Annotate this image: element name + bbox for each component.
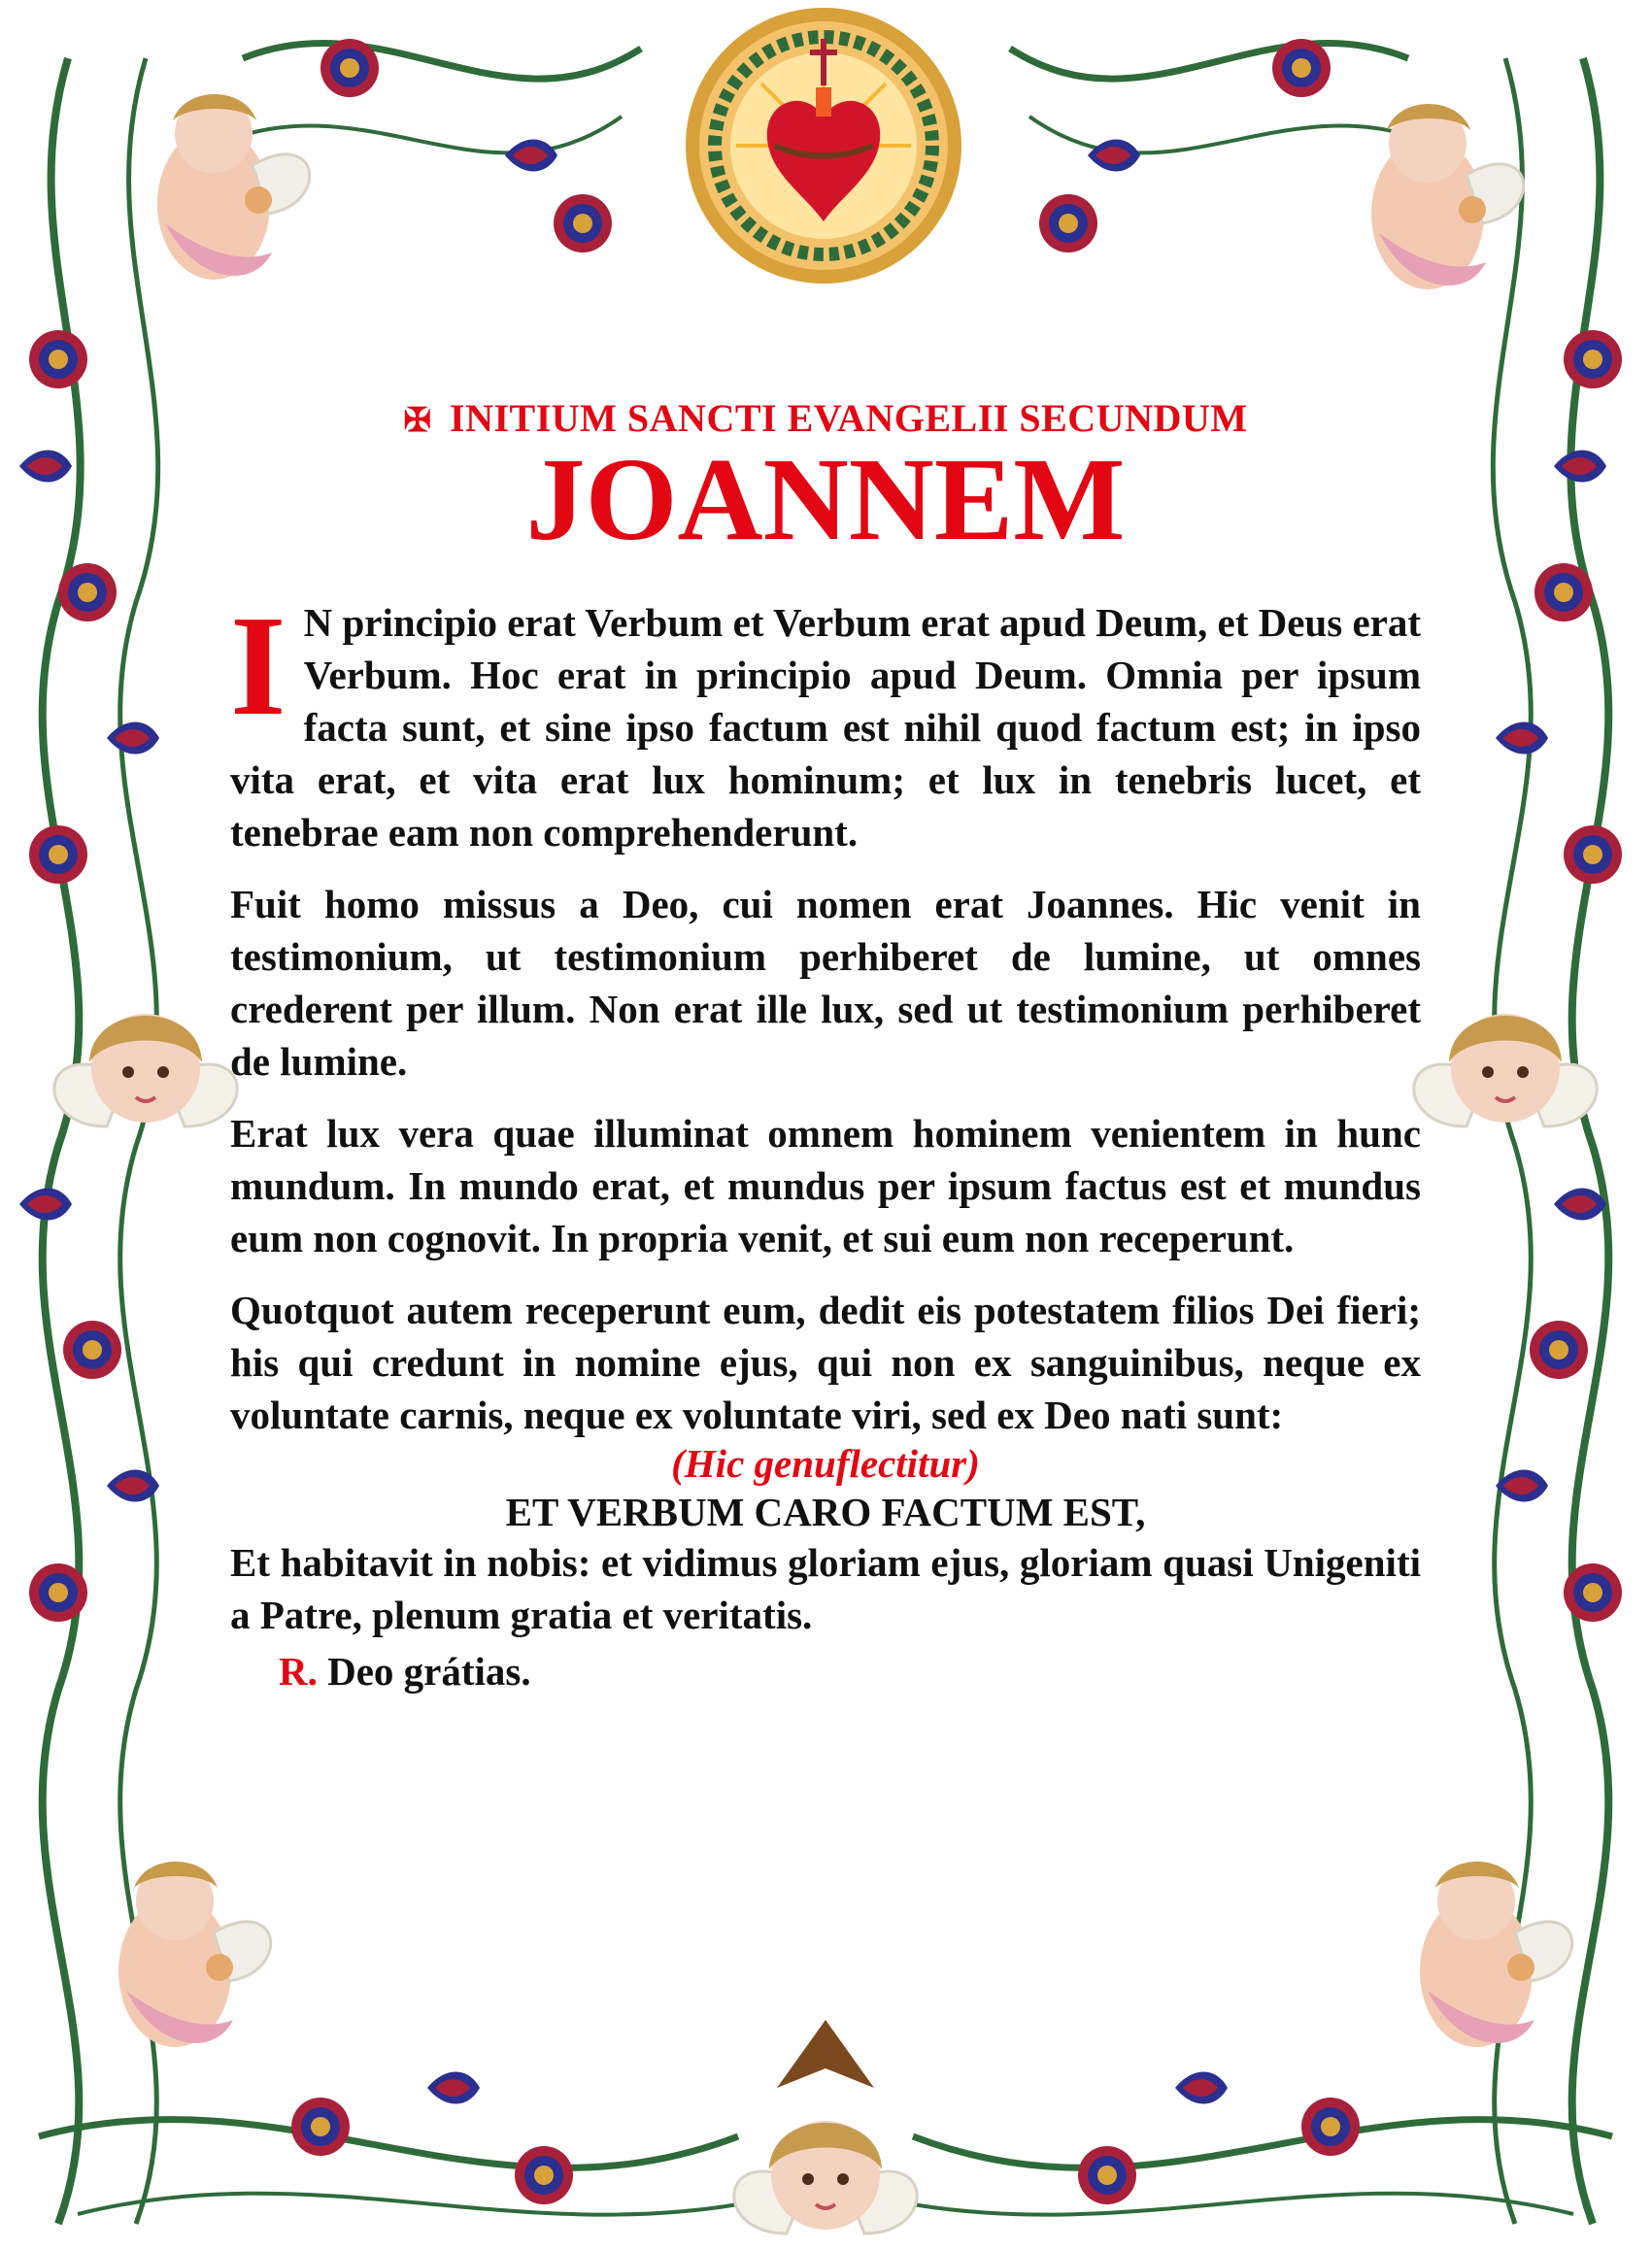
angel-head-bottom	[734, 2121, 917, 2233]
paragraph-5: Et habitavit in nobis: et vidimus gloriam ejus, gloriam quasi Unigeniti a Patre, plenum gratia et veritatis.	[230, 1540, 1421, 1637]
paragraph-3: Erat lux vera quae illuminat omnem hominem venientem in hunc mundum. In mundo erat, et mundus per ipsum factus est et mundus eum non cognovit. In propria venit, et sui eum non receperunt.	[230, 1111, 1421, 1260]
paragraph-4: Quotquot autem receperunt eum, dedit eis potestatem filios Dei fieri; his qui credunt in nomine ejus, qui non ex sanguinibus, neque ex voluntate carnis, neque ex voluntate viri, sed ex Deo nati sunt:	[230, 1288, 1421, 1437]
cherub-top-left	[157, 94, 310, 280]
drop-cap-initial: I	[230, 587, 287, 746]
response-text: Deo grátias.	[327, 1649, 531, 1694]
subtitle-text: INITIUM SANCTI EVANGELII SECUNDUM	[450, 396, 1248, 440]
response-symbol: R.	[279, 1649, 318, 1694]
page-title: JOANNEM	[525, 434, 1126, 565]
cherub-bottom-right	[1420, 1862, 1572, 2047]
caps-line: ET VERBUM CARO FACTUM EST,	[505, 1490, 1146, 1534]
paragraph-2: Fuit homo missus a Deo, cui nomen erat Joannes. Hic venit in testimonium, ut testimonium perhiberet de lumine, ut omnes crederent per illum. Non erat ille lux, sed ut testimonium perhiberet de lumine.	[230, 882, 1421, 1084]
cross-icon: ✠	[403, 403, 432, 439]
paragraph-1-text: N principio erat Verbum et Verbum erat apud Deum, et Deus erat Verbum. Hoc erat in principio apud Deum. Omnia per ipsum facta sunt, et sine ipso factum est nihil quod factum est; in ipso vita erat, et vita erat lux hominum; et lux in tenebris lucet, et tenebrae eam non comprehenderunt.	[230, 600, 1421, 855]
cherub-bottom-left	[118, 1862, 271, 2047]
paragraph-1	[230, 587, 1421, 858]
sacred-heart-emblem	[686, 8, 961, 284]
rubric-genuflect: (Hic genuflectitur)	[671, 1441, 980, 1486]
cherub-top-right	[1371, 104, 1524, 289]
gospel-page	[230, 384, 1421, 1697]
response-line	[279, 1645, 1421, 1697]
